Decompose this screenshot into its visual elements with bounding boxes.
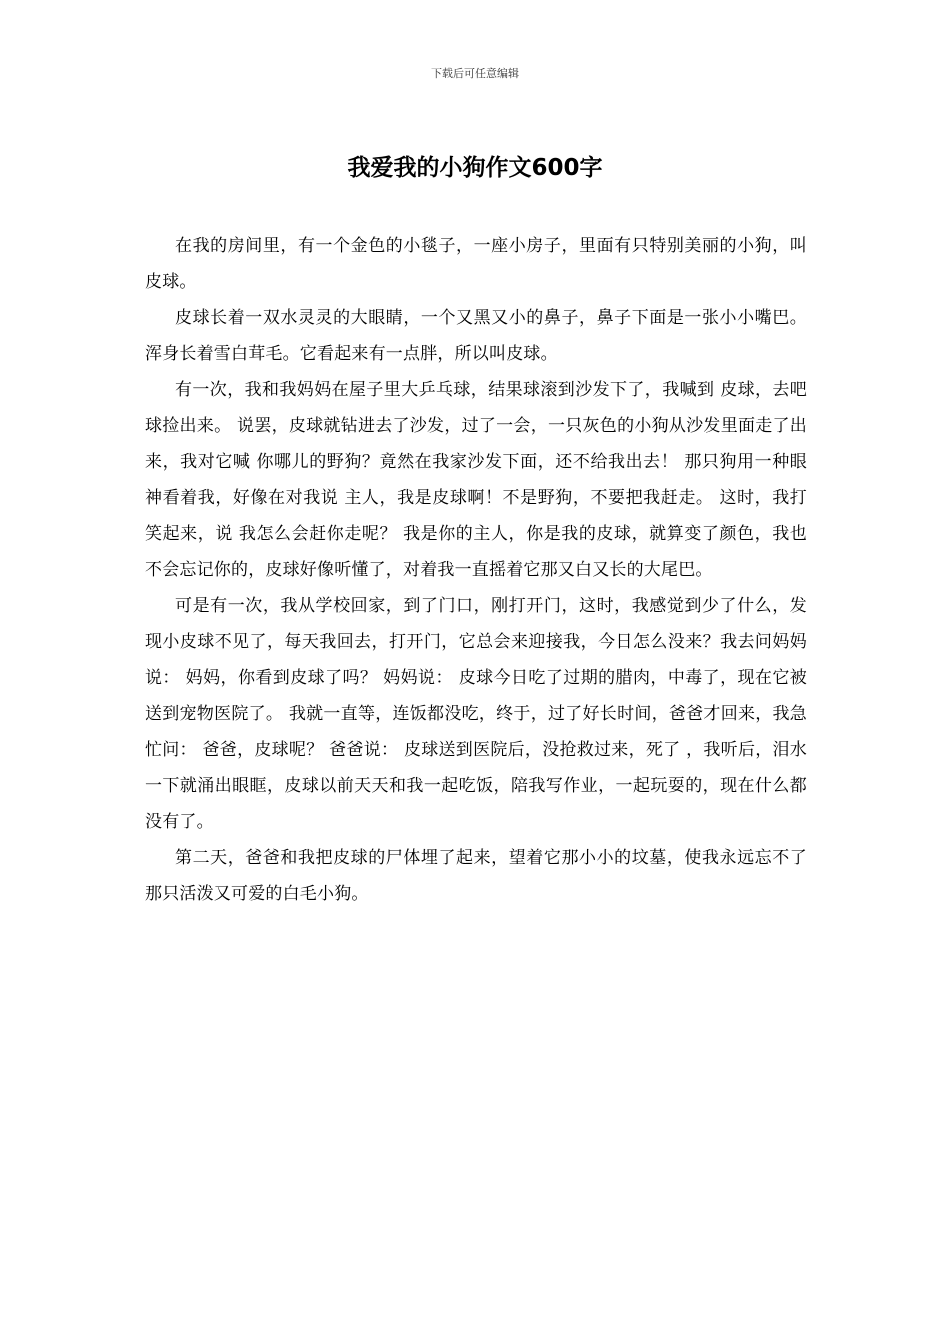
header-note: 下载后可任意编辑 [431, 67, 519, 80]
document-body [145, 228, 807, 912]
paragraph-4: 可是有一次，我从学校回家，到了门口，刚打开门，这时，我感觉到少了什么，发现小皮球不见了，每天我回去，打开门，它总会来迎接我，今日怎么没来？我去问妈妈说： 妈妈，你看到皮球了吗？ 妈妈说： 皮球今日吃了过期的腊肉，中毒了，现在它被送到宠物医院了。 我就一直等，连饭都没吃，终于，过了好长时间，爸爸才回来，我急忙问： 爸爸，皮球呢？ 爸爸说： 皮球送到医院后，没抢救过来，死了 ，我听后，泪水一下就涌出眼眶，皮球以前天天和我一起吃饭，陪我写作业，一起玩耍的，现在什么都没有了。 [145, 596, 807, 832]
paragraph-1: 在我的房间里，有一个金色的小毯子，一座小房子，里面有只特别美丽的小狗，叫皮球。 [145, 236, 807, 292]
paragraph-3: 有一次，我和我妈妈在屋子里大乒乓球，结果球滚到沙发下了，我喊到 皮球，去吧球捡出来。 说罢，皮球就钻进去了沙发，过了一会，一只灰色的小狗从沙发里面走了出来，我对它喊 你哪儿的野狗？竟然在我家沙发下面，还不给我出去！ 那只狗用一种眼神看着我，好像在对我说 主人，我是皮球啊！不是野狗，不要把我赶走。 这时，我打笑起来，说 我怎么会赶你走呢？ 我是你的主人，你是我的皮球，就算变了颜色，我也不会忘记你的，皮球好像听懂了，对着我一直摇着它那又白又长的大尾巴。 [145, 380, 807, 580]
paragraph-5: 第二天，爸爸和我把皮球的尸体埋了起来，望着它那小小的坟墓，使我永远忘不了那只活泼又可爱的白毛小狗。 [145, 848, 807, 904]
paragraph-2: 皮球长着一双水灵灵的大眼睛，一个又黑又小的鼻子，鼻子下面是一张小小嘴巴。浑身长着雪白茸毛。它看起来有一点胖，所以叫皮球。 [145, 308, 807, 364]
document-title: 我爱我的小狗作文600字 [347, 155, 603, 181]
